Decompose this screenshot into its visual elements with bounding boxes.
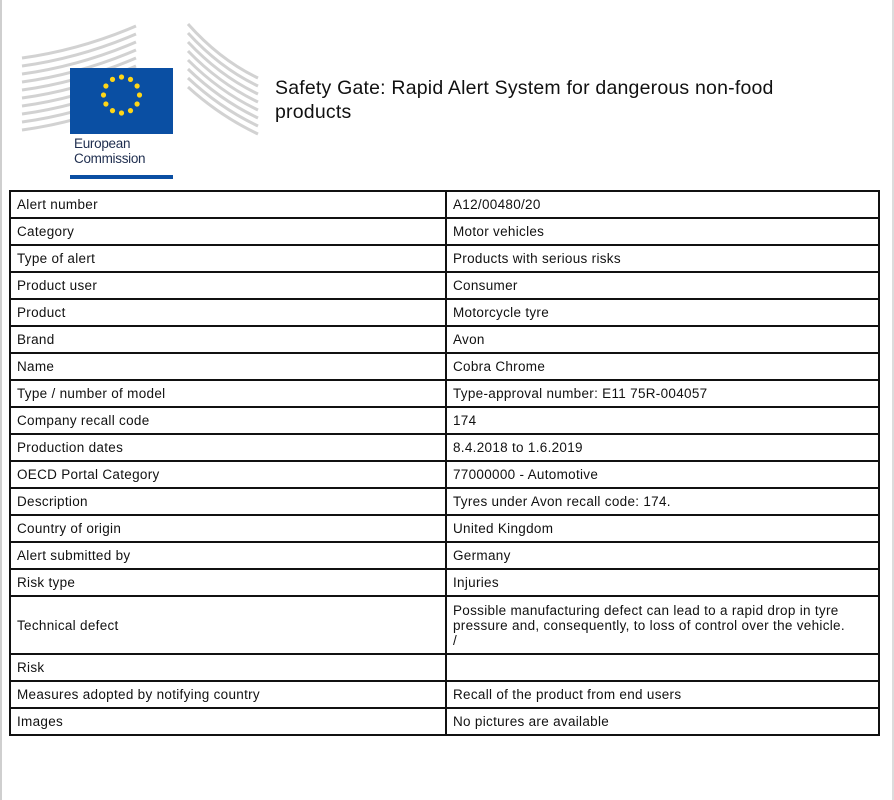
document-title-line2: products [275, 101, 352, 123]
row-label: Type of alert [10, 245, 446, 272]
row-label: Images [10, 708, 446, 735]
row-value: Motor vehicles [446, 218, 879, 245]
row-label: Measures adopted by notifying country [10, 681, 446, 708]
technical-defect-line1: Possible manufacturing defect can lead to a rapid drop in tyre [453, 602, 839, 618]
row-label: Country of origin [10, 515, 446, 542]
row-value: Consumer [446, 272, 879, 299]
row-value: Avon [446, 326, 879, 353]
row-value: Cobra Chrome [446, 353, 879, 380]
technical-defect-line2: pressure and, consequently, to loss of control over the vehicle. [453, 617, 845, 633]
table-row [10, 380, 879, 407]
row-value: Products with serious risks [446, 245, 879, 272]
row-value: No pictures are available [446, 708, 879, 735]
table-row [10, 353, 879, 380]
document-title-line1: Safety Gate: Rapid Alert System for dangerous non-food [275, 77, 774, 99]
row-label: Risk [10, 654, 446, 681]
row-value: Tyres under Avon recall code: 174. [446, 488, 879, 515]
table-row [10, 245, 879, 272]
table-row [10, 708, 879, 735]
row-label: Company recall code [10, 407, 446, 434]
row-value: 8.4.2018 to 1.6.2019 [446, 434, 879, 461]
table-row [10, 299, 879, 326]
table-row [10, 569, 879, 596]
row-value: Type-approval number: E11 75R-004057 [446, 380, 879, 407]
logo-wordmark-line1: European [74, 136, 131, 151]
table-row [10, 272, 879, 299]
alert-details-table [9, 190, 880, 736]
row-value [446, 596, 879, 654]
row-value: 77000000 - Automotive [446, 461, 879, 488]
row-label: Brand [10, 326, 446, 353]
row-label: Description [10, 488, 446, 515]
row-value: A12/00480/20 [446, 191, 879, 218]
table-row [10, 326, 879, 353]
row-value: Injuries [446, 569, 879, 596]
row-value: Recall of the product from end users [446, 681, 879, 708]
table-row [10, 191, 879, 218]
row-value: Motorcycle tyre [446, 299, 879, 326]
row-value: Germany [446, 542, 879, 569]
row-value: 174 [446, 407, 879, 434]
logo-wordmark-line2: Commission [74, 151, 146, 166]
row-value: United Kingdom [446, 515, 879, 542]
table-row [10, 407, 879, 434]
table-row [10, 488, 879, 515]
row-label: Product [10, 299, 446, 326]
row-value [446, 654, 879, 681]
row-label: Risk type [10, 569, 446, 596]
row-label: Type / number of model [10, 380, 446, 407]
logo-wordmark [74, 136, 170, 166]
row-label: Product user [10, 272, 446, 299]
row-label: Category [10, 218, 446, 245]
row-label: Alert number [10, 191, 446, 218]
table-row [10, 654, 879, 681]
technical-defect-line3: / [453, 632, 458, 648]
row-label: OECD Portal Category [10, 461, 446, 488]
table-row [10, 681, 879, 708]
row-label: Name [10, 353, 446, 380]
table-row [10, 461, 879, 488]
row-label: Alert submitted by [10, 542, 446, 569]
table-row [10, 596, 879, 654]
table-row [10, 515, 879, 542]
page-border-left [0, 0, 2, 800]
row-label: Production dates [10, 434, 446, 461]
row-label: Technical defect [10, 596, 446, 654]
table-row [10, 434, 879, 461]
table-row [10, 218, 879, 245]
european-commission-logo [20, 20, 260, 182]
document-title [275, 76, 875, 124]
table-row [10, 542, 879, 569]
